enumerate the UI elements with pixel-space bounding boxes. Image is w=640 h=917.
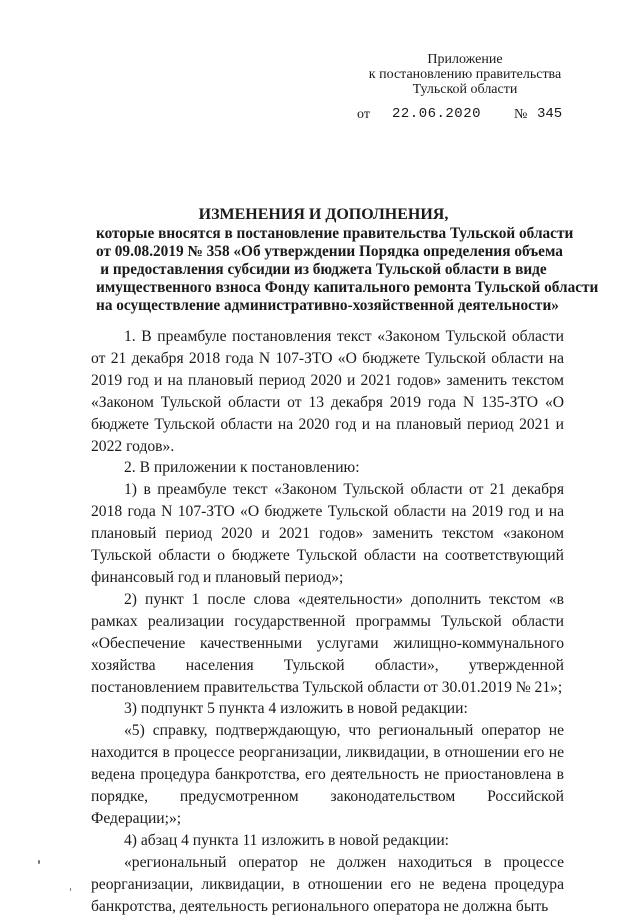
paragraph-quote-operator: «региональный оператор не должен находиться в процессе реорганизации, ликвидации, в отношении его не ведена процедура банкротства, деятельность регионального оператора не должна быть [91, 853, 564, 915]
date-prefix: от [357, 107, 370, 122]
document-date: 22.06.2020 [392, 106, 482, 122]
paragraph-2-2: 2) пункт 1 после слова «деятельности» дополнить текстом «в рамках реализации государственной программы Тульской области «Обеспечение качественными услугами жилищно-коммунального хозяйства населения Тульской области», утвержденной постановлением правительства Тульской области от 30.01.2019 № 21»; [91, 590, 564, 696]
appendix-region: Тульской области [412, 82, 518, 97]
title-line: ИЗМЕНЕНИЯ И ДОПОЛНЕНИЯ, [198, 206, 449, 223]
appendix-header [340, 52, 590, 97]
paragraph-2: 2. В приложении к постановлению: [124, 459, 360, 477]
title-line: которые вносятся в постановление правительства Тульской области [96, 225, 574, 242]
paragraph-2-1: 1) в преамбуле текст «Законом Тульской области от 21 декабря 2018 года N 107-ЗТО «О бюджете Тульской области на 2019 год и на плановый период 2020 и 2021 годов» заменить текстом «законом Тульской области о бюджете Тульской области на соответствующий финансовый год и плановый период»; [91, 481, 564, 586]
paragraph-quote-5: «5) справку, подтверждающую, что региональный оператор не находится в процессе реорганизации, ликвидации, в отношении его не ведена процедура банкротства, его деятельность не приостановлена в порядке, предусмотренном законодательством Российской Федерации;»; [91, 722, 564, 827]
title-line: от 09.08.2019 № 358 «Об утверждении Порядка определения объема [96, 243, 563, 260]
scan-speck [38, 860, 40, 864]
scan-speck [70, 888, 71, 891]
document-number: 345 [537, 106, 563, 122]
number-prefix: № [514, 107, 528, 122]
title-line: и предоставления субсидии из бюджета Тульской области в виде [100, 261, 547, 278]
appendix-label: Приложение [427, 52, 503, 67]
title-line: на осуществление административно-хозяйственной деятельности» [96, 297, 559, 314]
paragraph-2-4: 4) абзац 4 пункта 11 изложить в новой редакции: [124, 831, 450, 849]
appendix-resolution: к постановлению правительства [368, 67, 562, 82]
paragraph-2-3: 3) подпункт 5 пункта 4 изложить в новой редакции: [124, 700, 468, 718]
paragraph-1: 1. В преамбуле постановления текст «Законом Тульской области от 21 декабря 2018 года N 107-ЗТО «О бюджете Тульской области на 2019 год и на плановый период 2020 и 2021 годов» заменить текстом «Законом Тульской области от 13 декабря 2019 года N 135-ЗТО «О бюджете Тульской области на 2020 год и на плановый период 2021 и 2022 годов». [91, 328, 564, 455]
document-body [91, 326, 564, 917]
title-line: имущественного взноса Фонду капитального ремонта Тульской области [96, 279, 599, 296]
